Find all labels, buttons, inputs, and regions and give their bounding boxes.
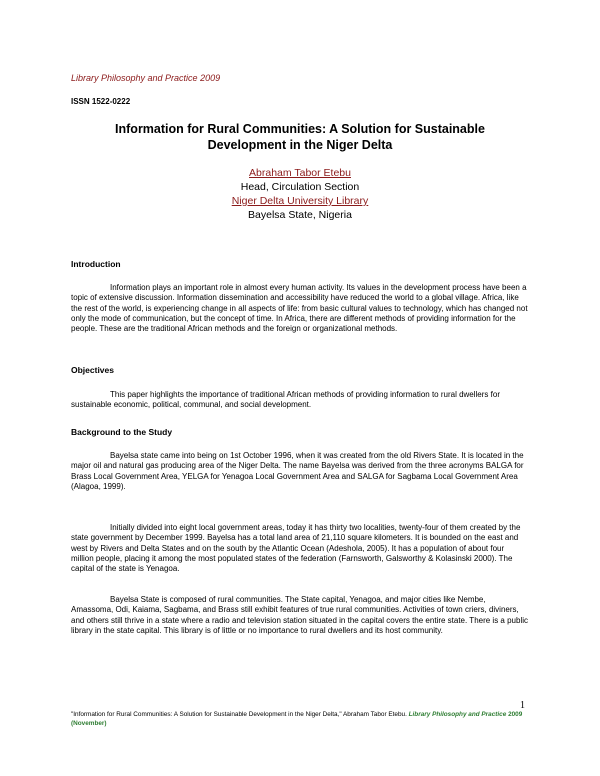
footer-citation xyxy=(71,711,531,729)
objectives-heading: Objectives xyxy=(71,365,114,375)
footer-date: 2009 (November) xyxy=(71,711,523,727)
background-heading: Background to the Study xyxy=(71,427,173,437)
introduction-heading: Introduction xyxy=(71,259,121,269)
background-paragraph-1: Bayelsa state came into being on 1st October 1996, when it was created from the old Rivers State. It is located in the major oil and natural gas producing area of the Niger Delta. The name Bayelsa was derived from the three acronyms BALGA for Brass Local Government Area, YELGA for Yenagoa Local Government Area and SALGA for Sagbama Local Government Area (Alagoa, 1999). xyxy=(71,451,524,491)
author-block xyxy=(150,166,450,222)
introduction-paragraph: Information plays an important role in almost every human activity. Its values in the development process have been a topic of extensive discussion. Information dissemination and accessibility have reduced the world to a global village. Africa, like the rest of the world, is experiencing change in all aspects of life: from basic cultural values to technology, which has changed not only the mode of communication, but the concept of time. In Africa, there are different methods of providing information for the people. These are the traditional African methods and the foreign or organizational methods. xyxy=(71,283,528,334)
background-paragraph-3: Bayelsa State is composed of rural communities. The State capital, Yenagoa, and major cities like Nembe, Amassoma, Odi, Kaiama, Sagbama, and Brass still exhibit features of true rural communities. Activities of town criers, diviners, and others still thrive in a state where a radio and television station situated in the capital covers the entire state. There is a public library in the state capital. This library is of little or no importance to rural dwellers and its host community. xyxy=(71,595,528,635)
footer-citation-text: "Information for Rural Communities: A Solution for Sustainable Development in the Niger Delta," Abraham Tabor Etebu. xyxy=(71,711,407,718)
author-name-link[interactable]: Abraham Tabor Etebu xyxy=(249,167,351,179)
paper-title xyxy=(60,121,540,153)
journal-header: Library Philosophy and Practice 2009 xyxy=(71,73,221,83)
institution-link[interactable]: Niger Delta University Library xyxy=(231,195,369,207)
objectives-paragraph: This paper highlights the importance of traditional African methods of providing information to rural dwellers for sustainable economic, political, communal, and social development. xyxy=(71,390,500,410)
author-position: Head, Circulation Section xyxy=(240,181,360,193)
author-location: Bayelsa State, Nigeria xyxy=(248,209,352,221)
title-line-2: Development in the Niger Delta xyxy=(207,138,393,152)
issn-label: ISSN 1522-0222 xyxy=(71,97,131,106)
page-number: 1 xyxy=(520,700,525,711)
title-line-1: Information for Rural Communities: A Solution for Sustainable xyxy=(115,122,485,136)
footer-journal-link[interactable]: Library Philosophy and Practice xyxy=(408,711,507,718)
background-paragraph-2: Initially divided into eight local government areas, today it has thirty two localities, twenty-four of them created by the state government by December 1999. Bayelsa has a total land area of 21,110 square kilometers. It is bounded on the east and west by Rivers and Delta States and on the south by the Atlantic Ocean (Adeshola, 2005). It has a population of about four million people, placing it among the most populated states of the federation (Farnsworth, Galsworthy & Kolasinski 2000). The capital of the state is Yenagoa. xyxy=(71,523,521,574)
